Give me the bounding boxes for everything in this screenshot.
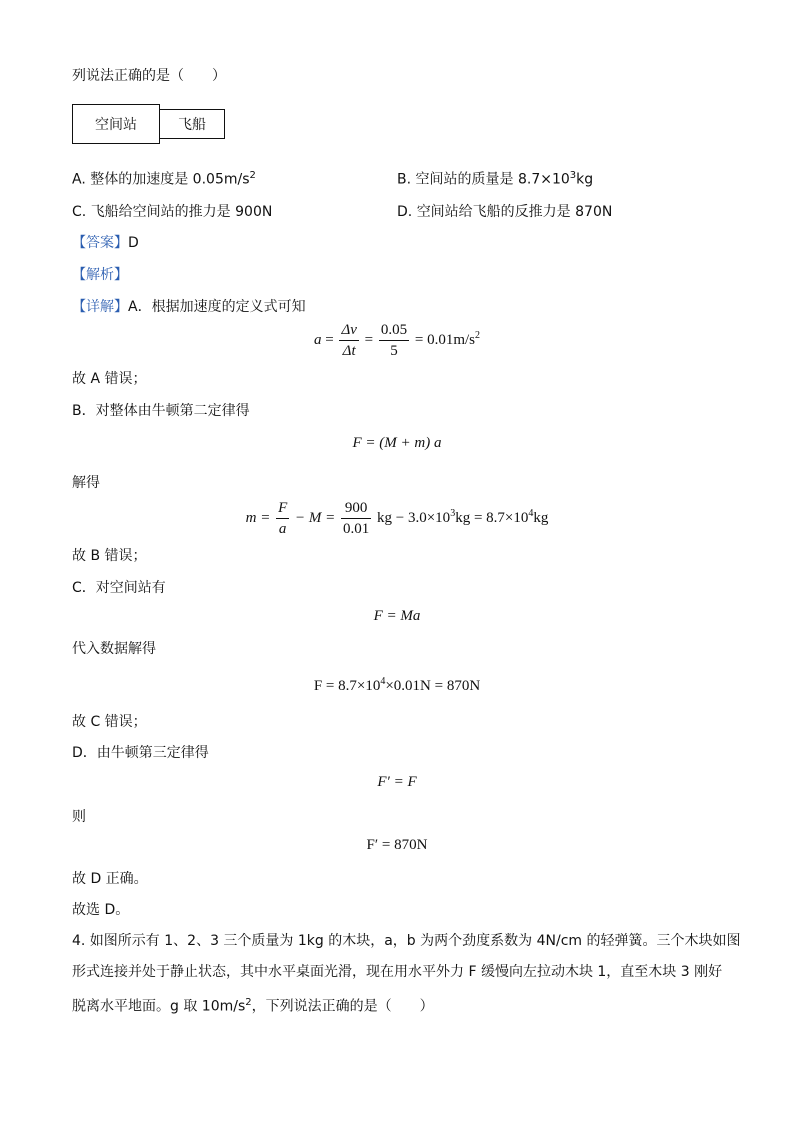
line-a-wrong: 故 A 错误；	[72, 371, 147, 387]
spaceship-block	[159, 109, 225, 139]
line-then: 则	[72, 809, 86, 825]
answer-value: D	[128, 235, 139, 251]
line-d-heading: D．由牛顿第三定律得	[72, 745, 209, 761]
line-c-heading: C．对空间站有	[72, 580, 166, 596]
equation-newton-second: F = (M + m) a	[352, 435, 442, 451]
space-station-label: 空间站	[95, 117, 137, 133]
equation-force-result: $F = 8.7\times 10^4\times 0.01N = 870N$	[313, 676, 481, 694]
equation-mass: m = $\frac{F}{a}$ − M = $\frac{900}{0.01}$ kg − $3.0\times 10^3kg = 8.7\times 10^4kg$	[245, 500, 549, 537]
line-b-wrong: 故 B 错误；	[72, 548, 147, 564]
question-stem-tail: 列说法正确的是（ ）	[72, 68, 226, 84]
option-d: D. 空间站给飞船的反推力是 870N	[397, 204, 613, 220]
spaceship-label: 飞船	[178, 117, 206, 133]
detail-bracket: 【详解】	[72, 299, 128, 315]
option-b: B. 空间站的质量是 $8.7\times 10^3kg$	[397, 170, 594, 188]
line-b-heading: B．对整体由牛顿第二定律得	[72, 403, 250, 419]
q4-line-3: 脱离水平地面。g 取 $10m/s^2$，下列说法正确的是（ ）	[72, 997, 434, 1015]
option-c: C. 飞船给空间站的推力是 900N	[72, 204, 273, 220]
q4-line-2: 形式连接并处于静止状态，其中水平桌面光滑，现在用水平外力 F 缓慢向左拉动木块 1，直至木块 3 刚好	[72, 964, 723, 980]
space-station-block	[72, 104, 160, 144]
answer-bracket: 【答案】	[72, 235, 128, 251]
equation-newton-third: F′ = F	[377, 774, 417, 790]
equation-acceleration: a = $\frac{\Delta v}{\Delta t}$ = $\frac{0.05}{5}$ = $0.01m/s^2$	[313, 322, 481, 359]
q4-line-1: 4. 如图所示有 1、2、3 三个质量为 1kg 的木块，a，b 为两个劲度系数为 4N/cm 的轻弹簧。三个木块如图	[72, 933, 741, 949]
line-choose: 故选 D。	[72, 902, 130, 918]
analysis-line	[72, 265, 128, 285]
analysis-bracket: 【解析】	[72, 267, 128, 283]
equation-reaction: F′ = 870N	[366, 837, 428, 853]
line-d-right: 故 D 正确。	[72, 871, 148, 887]
answer-line	[72, 233, 139, 253]
equation-station: F = Ma	[373, 608, 421, 624]
line-solve: 解得	[72, 475, 100, 491]
option-a: A. 整体的加速度是 $0.05m/s^2$	[72, 170, 256, 188]
line-substitute: 代入数据解得	[72, 641, 156, 657]
line-c-wrong: 故 C 错误；	[72, 714, 147, 730]
detail-line: 【详解】A．根据加速度的定义式可知	[72, 299, 306, 315]
